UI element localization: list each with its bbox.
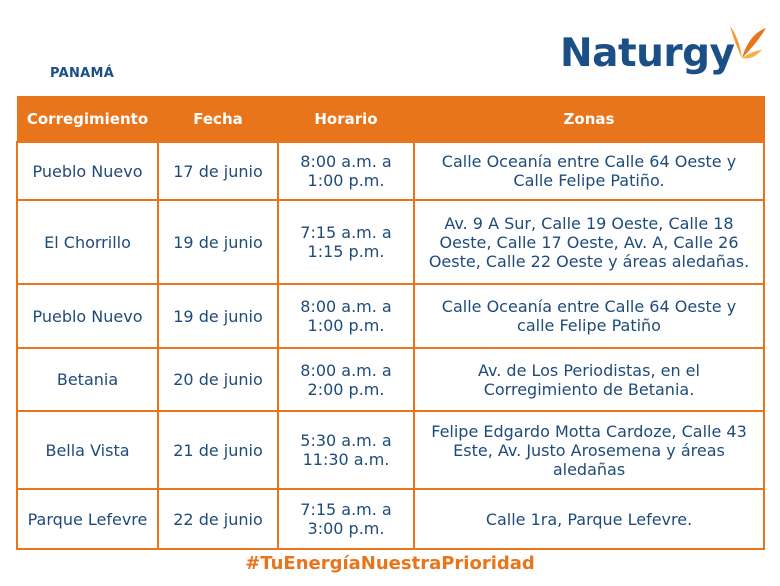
cell-horario [278, 348, 414, 411]
cell-zonas [414, 348, 764, 411]
zonas-line: Av. de Los Periodistas, en el [478, 360, 700, 380]
cell-horario [278, 489, 414, 549]
cell-corregimiento: El Chorrillo [17, 200, 158, 284]
zonas-line: aledañas [552, 459, 626, 479]
cell-fecha: 19 de junio [158, 200, 278, 284]
table-row [17, 489, 764, 549]
horario-line: 2:00 p.m. [307, 379, 385, 399]
region-label: PANAMÁ [50, 66, 115, 81]
column-header-corregimiento: Corregimiento [17, 97, 158, 143]
cell-corregimiento: Bella Vista [17, 411, 158, 489]
cell-zonas [414, 200, 764, 284]
cell-fecha: 21 de junio [158, 411, 278, 489]
zonas-line: Oeste, Calle 22 Oeste y áreas aledañas. [428, 251, 750, 271]
cell-zonas [414, 489, 764, 549]
cell-corregimiento: Pueblo Nuevo [17, 142, 158, 200]
horario-line: 1:00 p.m. [307, 171, 385, 190]
table-row [17, 348, 764, 411]
cell-fecha: 22 de junio [158, 489, 278, 549]
column-header-fecha: Fecha [158, 97, 278, 143]
cell-horario [278, 142, 414, 200]
horario-line: 8:00 a.m. a [300, 360, 392, 380]
cell-zonas [414, 284, 764, 348]
cell-corregimiento: Parque Lefevre [17, 489, 158, 549]
brand-wordmark: Naturgy [560, 31, 735, 76]
zonas-line: Felipe Edgardo Motta Cardoze, Calle 43 [431, 421, 747, 441]
horario-line: 5:30 a.m. a [300, 431, 392, 450]
zonas-line: Corregimiento de Betania. [483, 379, 695, 399]
table-row [17, 411, 764, 489]
cell-fecha: 19 de junio [158, 284, 278, 348]
column-header-horario: Horario [278, 97, 414, 143]
table-row [17, 142, 764, 200]
zonas-line: calle Felipe Patiño [517, 316, 661, 335]
cell-zonas [414, 142, 764, 200]
zonas-line: Calle Oceanía entre Calle 64 Oeste y [441, 152, 737, 171]
cell-horario [278, 284, 414, 348]
table-header-row [17, 97, 764, 143]
table-row [17, 200, 764, 284]
naturgy-logo [560, 24, 770, 84]
horario-line: 3:00 p.m. [307, 519, 385, 538]
zonas-line: Calle Oceanía entre Calle 64 Oeste y [441, 297, 737, 316]
cell-corregimiento: Pueblo Nuevo [17, 284, 158, 348]
cell-horario [278, 200, 414, 284]
horario-line: 11:30 a.m. [302, 450, 390, 469]
table-row [17, 284, 764, 348]
horario-line: 8:00 a.m. a [300, 297, 392, 316]
horario-line: 7:15 a.m. a [300, 223, 392, 242]
column-header-zonas: Zonas [414, 97, 764, 143]
cell-horario [278, 411, 414, 489]
cell-corregimiento: Betania [17, 348, 158, 411]
cell-fecha: 17 de junio [158, 142, 278, 200]
cell-fecha: 20 de junio [158, 348, 278, 411]
zonas-line: Calle Felipe Patiño. [513, 171, 665, 190]
cell-zonas [414, 411, 764, 489]
horario-line: 1:00 p.m. [307, 316, 385, 335]
outage-schedule-table [16, 96, 765, 550]
horario-line: 7:15 a.m. a [300, 500, 392, 519]
horario-line: 8:00 a.m. a [300, 152, 392, 171]
zonas-line: Este, Av. Justo Arosemena y áreas [453, 440, 725, 460]
horario-line: 1:15 p.m. [307, 242, 385, 261]
butterfly-icon [726, 24, 768, 68]
zonas-line: Av. 9 A Sur, Calle 19 Oeste, Calle 18 [444, 213, 734, 233]
footer-hashtag: #TuEnergíaNuestraPrioridad [245, 553, 535, 574]
zonas-line: Calle 1ra, Parque Lefevre. [485, 509, 693, 529]
zonas-line: Oeste, Calle 17 Oeste, Av. A, Calle 26 [439, 232, 739, 252]
